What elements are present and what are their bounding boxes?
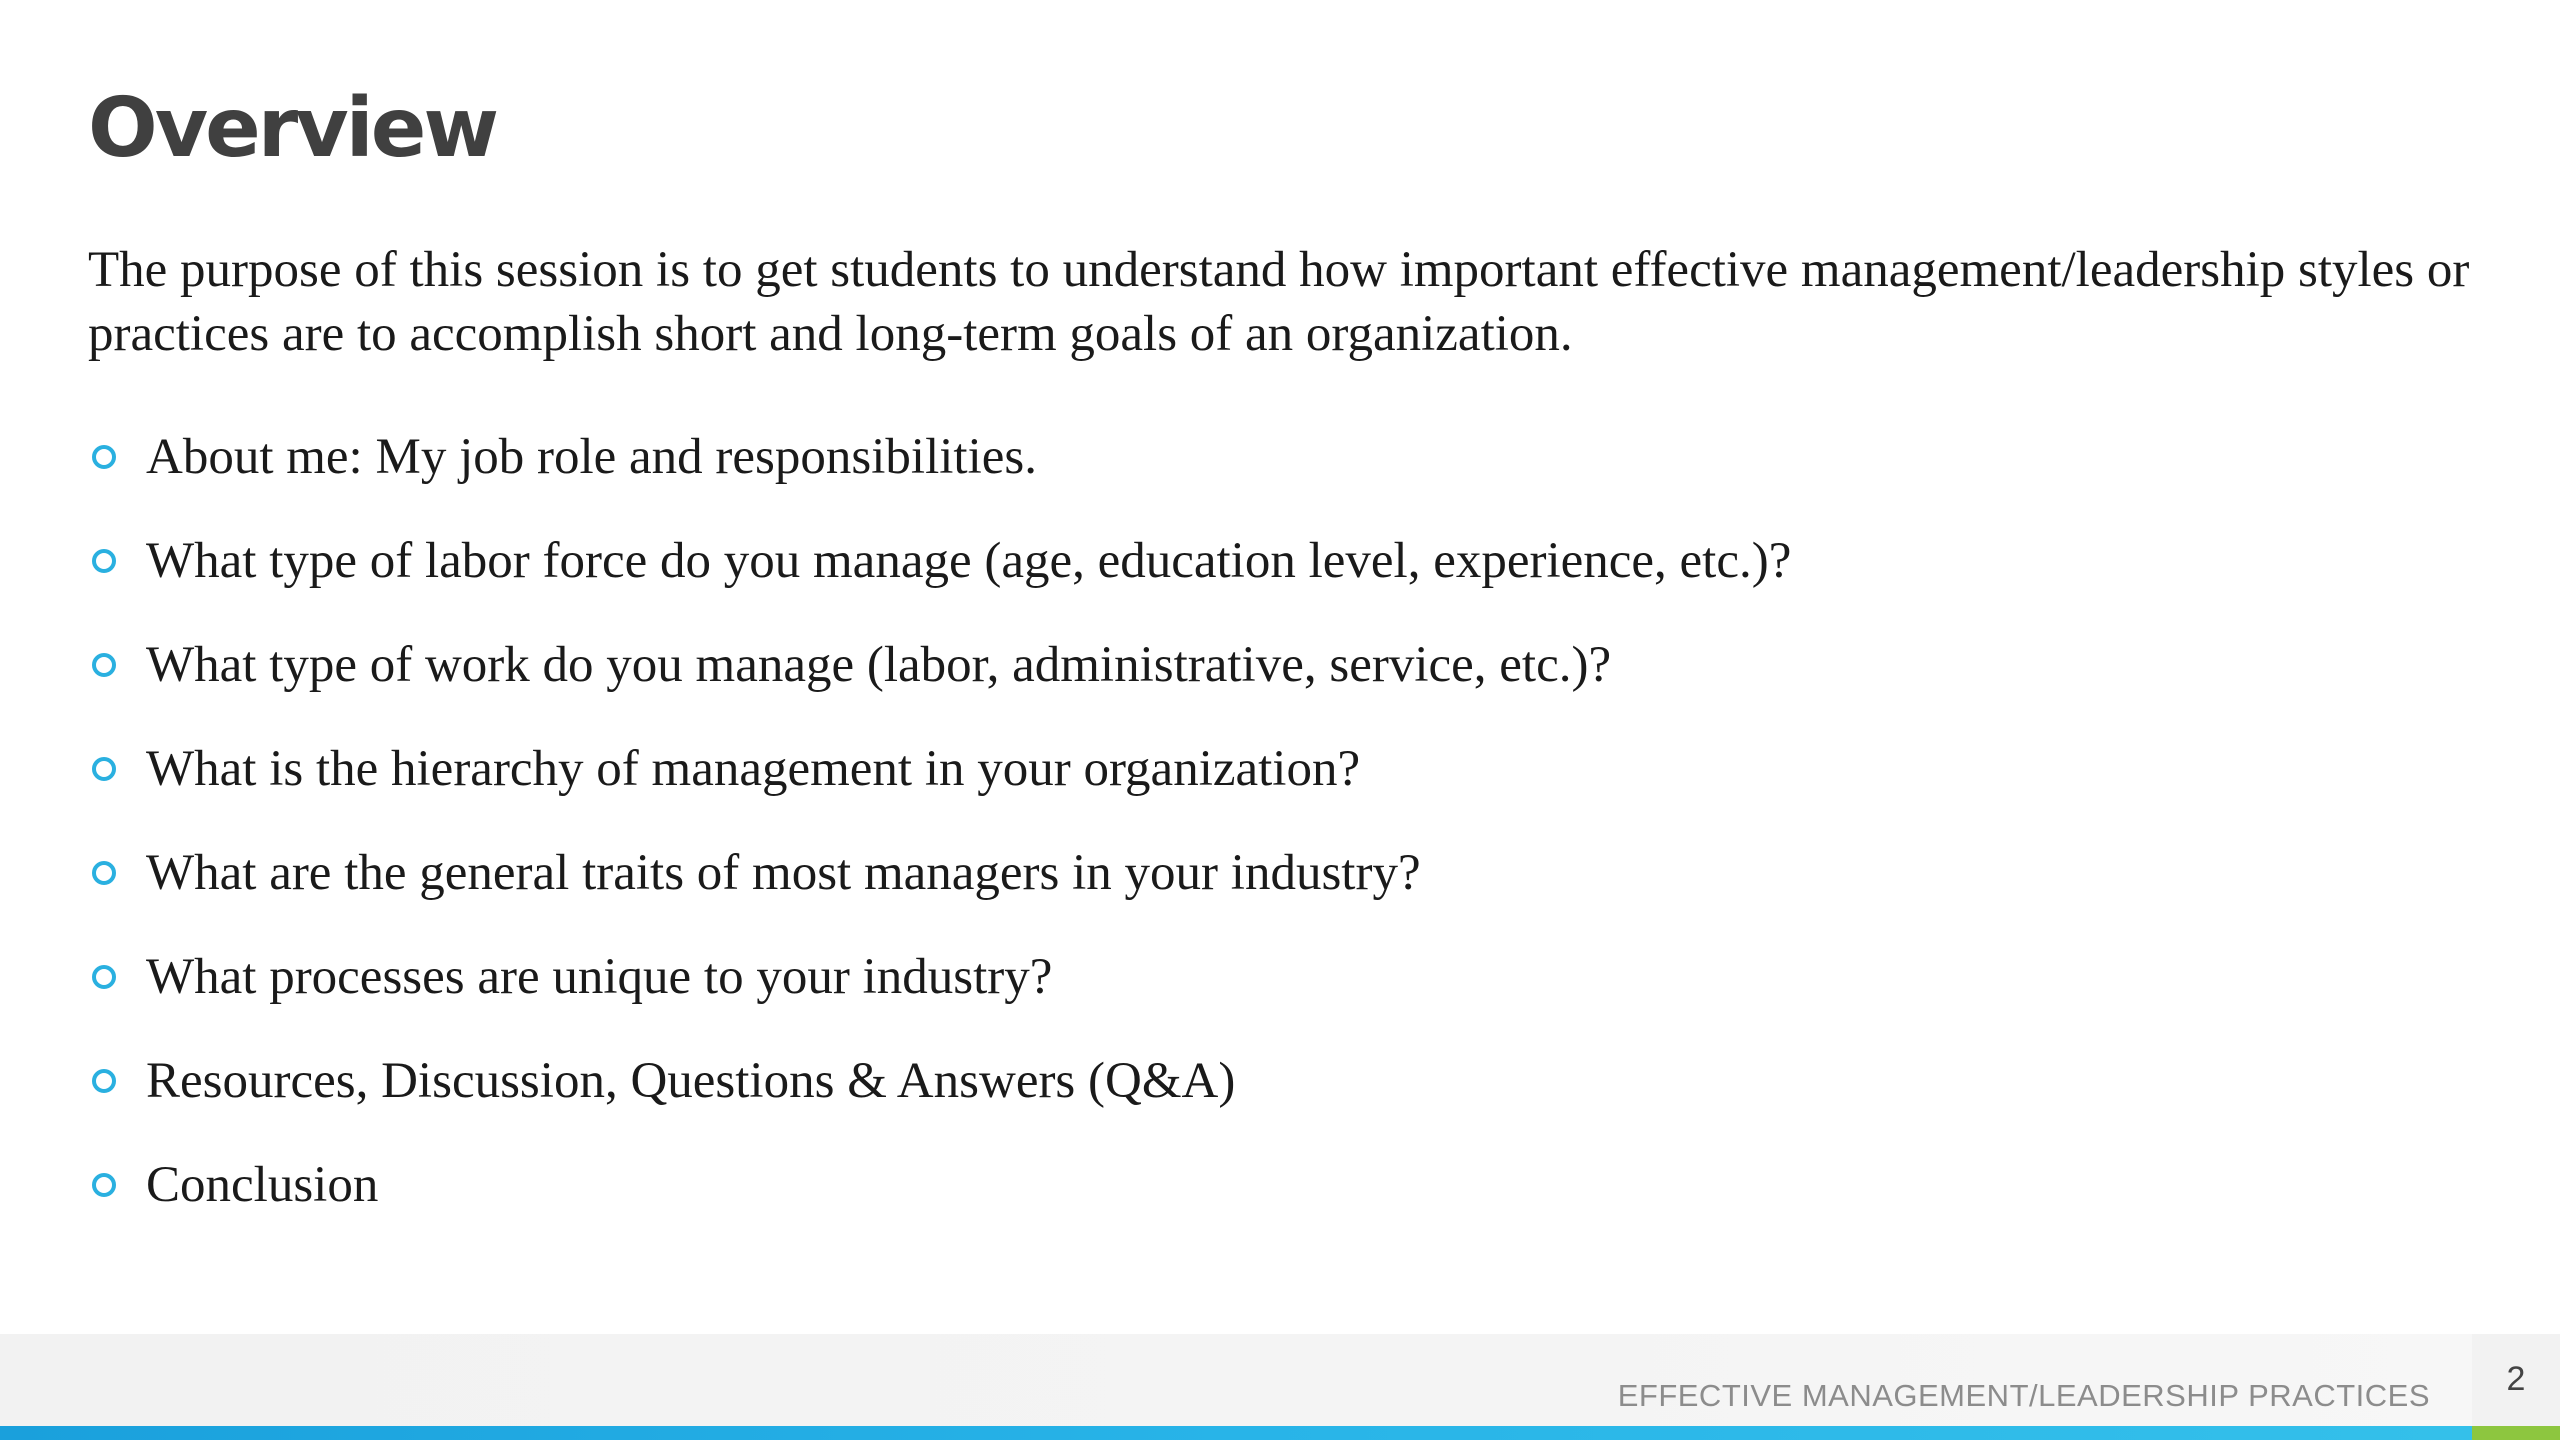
circle-bullet-icon xyxy=(92,757,116,781)
list-item xyxy=(88,821,2388,925)
bullet-text: About me: My job role and responsibilities. xyxy=(146,429,1037,485)
list-item xyxy=(88,717,2388,821)
list-item xyxy=(88,405,2388,509)
footer-accent-bar xyxy=(0,1426,2472,1440)
intro-paragraph: The purpose of this session is to get students to understand how important effective management/leadership styles or practices are to accomplish short and long-term goals of an organization. xyxy=(88,242,2470,362)
footer-title: EFFECTIVE MANAGEMENT/LEADERSHIP PRACTICES xyxy=(1617,1378,2430,1413)
list-item xyxy=(88,1133,2388,1237)
list-item xyxy=(88,1029,2388,1133)
bullet-text: Resources, Discussion, Questions & Answers (Q&A) xyxy=(146,1053,1236,1109)
bullet-text: What type of labor force do you manage (age, education level, experience, etc.)? xyxy=(146,533,1792,589)
bullet-text: What type of work do you manage (labor, administrative, service, etc.)? xyxy=(146,637,1612,693)
circle-bullet-icon xyxy=(92,1069,116,1093)
circle-bullet-icon xyxy=(92,1173,116,1197)
list-item xyxy=(88,613,2388,717)
circle-bullet-icon xyxy=(92,445,116,469)
page-number: 2 xyxy=(2506,1360,2526,1398)
bullet-text: What are the general traits of most managers in your industry? xyxy=(146,845,1421,901)
list-item xyxy=(88,509,2388,613)
slide-title: Overview xyxy=(88,81,497,176)
footer-accent-bar-green xyxy=(2472,1426,2560,1440)
circle-bullet-icon xyxy=(92,861,116,885)
bullet-list xyxy=(88,405,2388,1237)
bullet-text: What is the hierarchy of management in your organization? xyxy=(146,741,1361,797)
bullet-text: What processes are unique to your industry? xyxy=(146,949,1053,1005)
list-item xyxy=(88,925,2388,1029)
circle-bullet-icon xyxy=(92,653,116,677)
circle-bullet-icon xyxy=(92,549,116,573)
bullet-text: Conclusion xyxy=(146,1157,379,1213)
circle-bullet-icon xyxy=(92,965,116,989)
